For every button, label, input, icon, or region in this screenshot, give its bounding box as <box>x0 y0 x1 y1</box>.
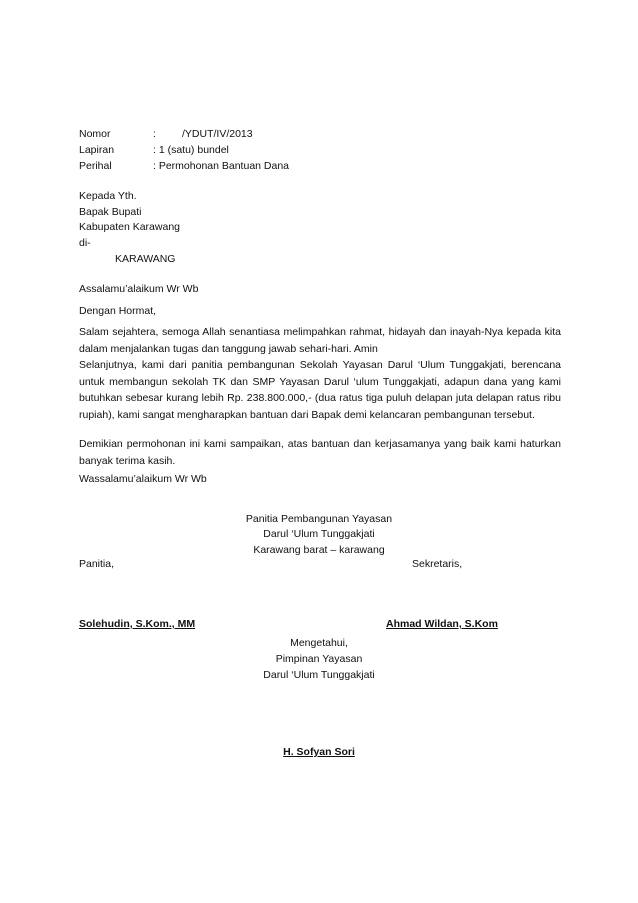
paragraph-1: Salam sejahtera, semoga Allah senantiasa melimpahkan rahmat, hidayah dan inayah-Nya kepada kita dalam menjalankan tugas dan tanggung jawab sehari-hari. Amin <box>79 326 561 355</box>
recipient-line-2: Bapak Bupati <box>79 206 142 218</box>
recipient-city: KARAWANG <box>115 253 176 265</box>
perihal-label: Perihal <box>79 160 112 172</box>
committee-line-1: Panitia Pembangunan Yayasan <box>245 513 393 525</box>
committee-line-3: Karawang barat – karawang <box>253 544 385 556</box>
perihal-value: : Permohonan Bantuan Dana <box>153 160 290 172</box>
committee-line-2: Darul ‘Ulum Tunggakjati <box>263 528 375 540</box>
lapiran-label: Lapiran <box>79 144 115 156</box>
recipient-line-1: Kepada Yth. <box>79 190 137 202</box>
nomor-value: /YDUT/IV/2013 <box>182 128 253 140</box>
approval-line-3: Darul ‘Ulum Tunggakjati <box>263 669 375 681</box>
approval-line-1: Mengetahui, <box>290 637 348 649</box>
approval-line-2: Pimpinan Yayasan <box>275 653 363 665</box>
right-signatory-role: Sekretaris, <box>412 558 463 570</box>
nomor-colon: : <box>153 128 156 140</box>
greeting: Assalamu’alaikum Wr Wb <box>79 283 199 295</box>
recipient-line-3: Kabupaten Karawang <box>79 221 180 233</box>
opening: Dengan Hormat, <box>79 305 157 317</box>
left-signatory-role: Panitia, <box>79 558 115 570</box>
right-signatory-name: Ahmad Wildan, S.Kom <box>386 618 498 630</box>
left-signatory-name: Solehudin, S.Kom., MM <box>79 618 196 630</box>
closing: Wassalamu’alaikum Wr Wb <box>79 473 207 485</box>
paragraph-2: Selanjutnya, kami dari panitia pembangunan Sekolah Yayasan Darul ‘Ulum Tunggakjati, berencana untuk membangun sekolah TK dan SMP Yayasan Darul ‘ulum Tunggakjati, adapun dana yang kami butuhkan sebesar kurang lebih Rp. 238.800.000,- (dua ratus tiga puluh delapan juta delapan ratus ribu rupiah), kami sangat mengharapkan bantuan dari Bapak demi kelancaran pembangunan tersebut. <box>79 359 561 421</box>
approval-signatory-name: H. Sofyan Sori <box>283 746 355 758</box>
nomor-label: Nomor <box>79 128 111 140</box>
recipient-line-4: di- <box>79 237 91 249</box>
paragraph-3: Demikian permohonan ini kami sampaikan, atas bantuan dan kerjasamanya yang baik kami haturkan banyak terima kasih. <box>79 438 561 467</box>
lapiran-value: : 1 (satu) bundel <box>153 144 229 156</box>
